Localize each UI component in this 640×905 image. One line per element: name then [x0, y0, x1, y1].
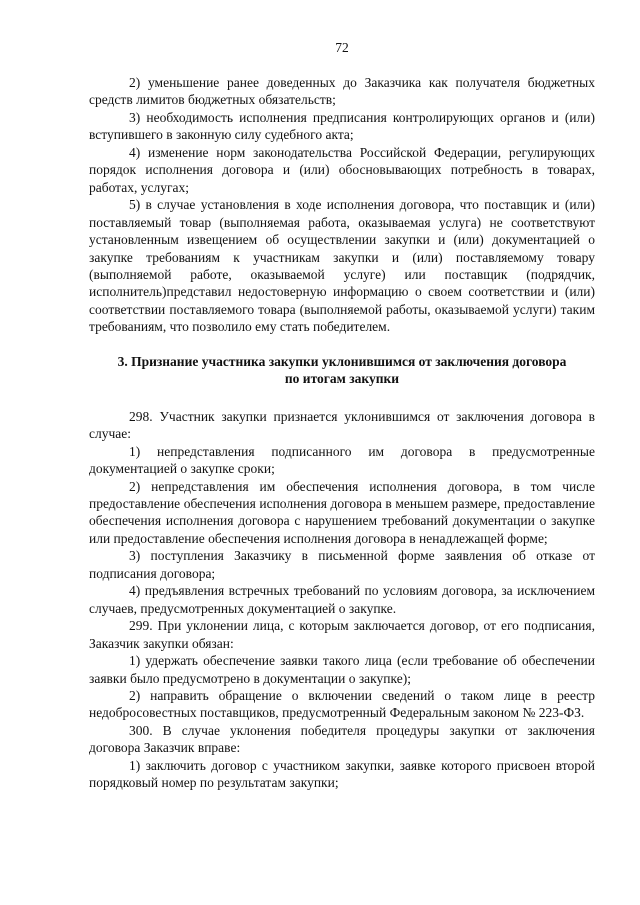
- paragraph: 4) изменение норм законодательства Российской Федерации, регулирующих порядок исполнения договора и (или) обосновывающих потребность в товарах, работах, услугах;: [89, 144, 595, 195]
- paragraph: 3) поступления Заказчику в письменной форме заявления об отказе от подписания договора;: [89, 548, 595, 581]
- paragraph: 299. При уклонении лица, с которым заключается договор, от его подписания, Заказчик закупки обязан:: [89, 618, 595, 651]
- page-number: 72: [335, 40, 349, 55]
- paragraph: 1) удержать обеспечение заявки такого лица (если требование об обеспечении заявки было предусмотрено в документации о закупке);: [89, 653, 595, 686]
- section-title: [89, 353, 595, 388]
- paragraph: 5) в случае установления в ходе исполнения договора, что поставщик и (или) поставляемый товар (выполняемая работа, оказываемая услуга) не соответствуют установленным извещением об осуществлении закупки и (или) документацией о закупке требованиям к участникам закупки и (или) поставляемому товару (выполняемой работе, оказываемой услуге) или поставщик (подрядчик, исполнитель)представил недостоверную информацию о своем соответствии и (или) соответствии поставляемого товара (выполняемой работы, оказываемой услуги) таким требованиям, что позволило ему стать победителем.: [89, 197, 595, 335]
- section-title-line: 3. Признание участника закупки уклонившимся от заключения договора: [117, 353, 567, 369]
- paragraph: 2) непредставления им обеспечения исполнения договора, в том числе предоставление обеспечения исполнения договора в меньшем размере, предоставление обеспечения исполнения договора с нарушением требований документации о закупке или предоставление обеспечения исполнения договора в ненадлежащей форме;: [89, 478, 595, 546]
- paragraph: 3) необходимость исполнения предписания контролирующих органов и (или) вступившего в законную силу судебного акта;: [89, 109, 595, 143]
- paragraph: 4) предъявления встречных требований по условиям договора, за исключением случаев, предусмотренных документацией о закупке.: [89, 583, 595, 616]
- paragraph: 2) направить обращение о включении сведений о таком лице в реестр недобросовестных поставщиков, предусмотренный Федеральным законом № 223-ФЗ.: [89, 687, 595, 721]
- paragraph: 1) непредставления подписанного им договора в предусмотренные документацией о закупке сроки;: [89, 443, 595, 477]
- paragraph: 298. Участник закупки признается уклонившимся от заключения договора в случае:: [89, 408, 595, 442]
- paragraph: 2) уменьшение ранее доведенных до Заказчика как получателя бюджетных средств лимитов бюджетных обязательств;: [89, 75, 595, 108]
- document-body: [89, 74, 595, 792]
- paragraph: 300. В случае уклонения победителя процедуры закупки от заключения договора Заказчик вправе:: [89, 722, 595, 756]
- paragraph: 1) заключить договор с участником закупки, заявке которого присвоен второй порядковый номер по результатам закупки;: [89, 757, 595, 791]
- section-title-line: по итогам закупки: [284, 371, 400, 387]
